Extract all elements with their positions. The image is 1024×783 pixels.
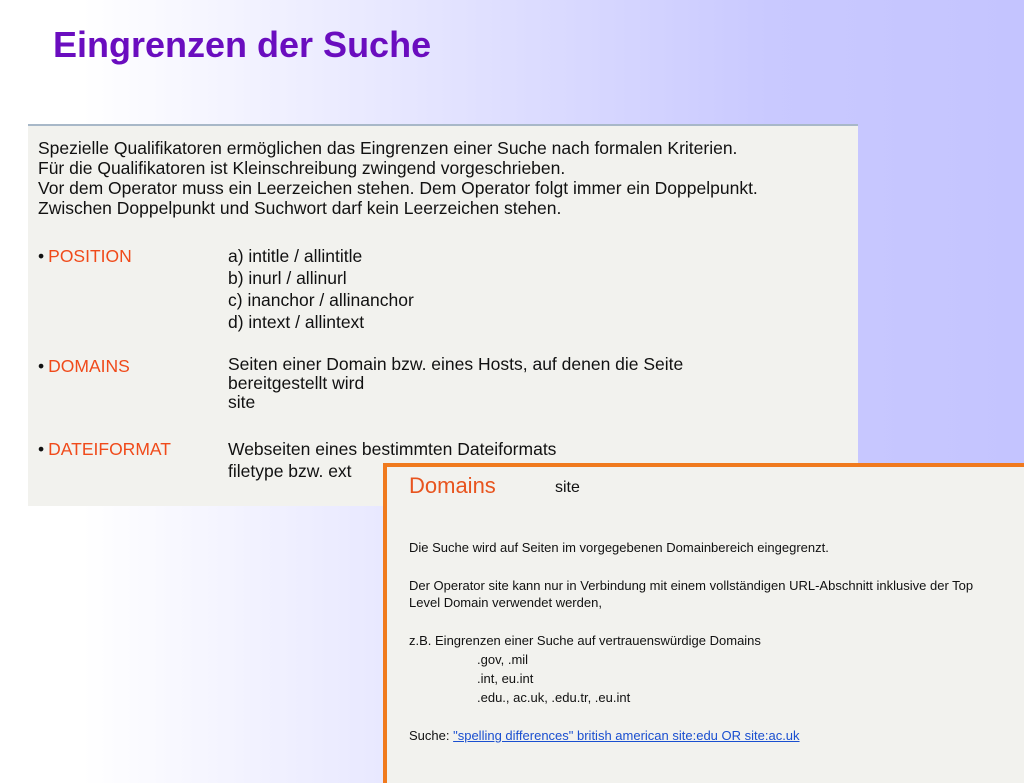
search-example: [409, 727, 800, 744]
qualifier-line: a) intitle / allintitle: [228, 246, 363, 266]
qualifier-label: DATEIFORMAT: [48, 439, 171, 459]
intro-line: Zwischen Doppelpunkt und Suchwort darf kein Leerzeichen stehen.: [38, 198, 562, 218]
qualifier-line: c) inanchor / allinanchor: [228, 290, 414, 310]
domains-paragraph: Level Domain verwendet werden,: [409, 595, 602, 610]
qualifier-line: Seiten einer Domain bzw. eines Hosts, auf denen die Seite: [228, 354, 684, 374]
domains-heading: Domains: [409, 473, 496, 498]
domain-example: .gov, .mil: [477, 652, 529, 667]
search-label: Suche:: [409, 728, 450, 743]
qualifier-line: b) inurl / allinurl: [228, 268, 347, 288]
qualifier-line: site: [228, 392, 256, 412]
bullet: •: [38, 246, 45, 266]
intro-line: Vor dem Operator muss ein Leerzeichen stehen. Dem Operator folgt immer ein Doppelpunkt.: [38, 178, 758, 198]
qualifier-line: filetype bzw. ext: [228, 461, 352, 481]
qualifier-screenshot-panel: [28, 124, 858, 506]
qualifier-label: POSITION: [48, 246, 132, 266]
bullet: •: [38, 356, 45, 376]
bullet: •: [38, 439, 45, 459]
domains-paragraph: Der Operator site kann nur in Verbindung mit einem vollständigen URL-Abschnitt inklusive der Top: [409, 578, 974, 593]
slide-title: Eingrenzen der Suche: [53, 24, 432, 65]
search-query-link[interactable]: "spelling differences" british american site:edu OR site:ac.uk: [453, 728, 800, 743]
intro-text: [38, 138, 758, 218]
qualifier-line: bereitgestellt wird: [228, 373, 365, 393]
qualifier-line: d) intext / allintext: [228, 312, 365, 332]
qualifier-label: DOMAINS: [48, 356, 130, 376]
domains-paragraph: z.B. Eingrenzen einer Suche auf vertrauenswürdige Domains: [409, 633, 761, 648]
domain-example: .edu., ac.uk, .edu.tr, .eu.int: [477, 690, 631, 705]
domain-example: .int, eu.int: [477, 671, 534, 686]
domains-paragraph: Die Suche wird auf Seiten im vorgegebenen Domainbereich eingegrenzt.: [409, 540, 829, 555]
intro-line: Für die Qualifikatoren ist Kleinschreibung zwingend vorgeschrieben.: [38, 158, 566, 178]
qualifier-description: [228, 245, 414, 333]
qualifier-description: [228, 355, 683, 412]
domains-operator: site: [555, 479, 580, 496]
qualifier-line: Webseiten eines bestimmten Dateiformats: [228, 439, 557, 459]
intro-line: Spezielle Qualifikatoren ermöglichen das Eingrenzen einer Suche nach formalen Kriterien.: [38, 138, 738, 158]
domains-screenshot-panel: [383, 463, 1024, 783]
